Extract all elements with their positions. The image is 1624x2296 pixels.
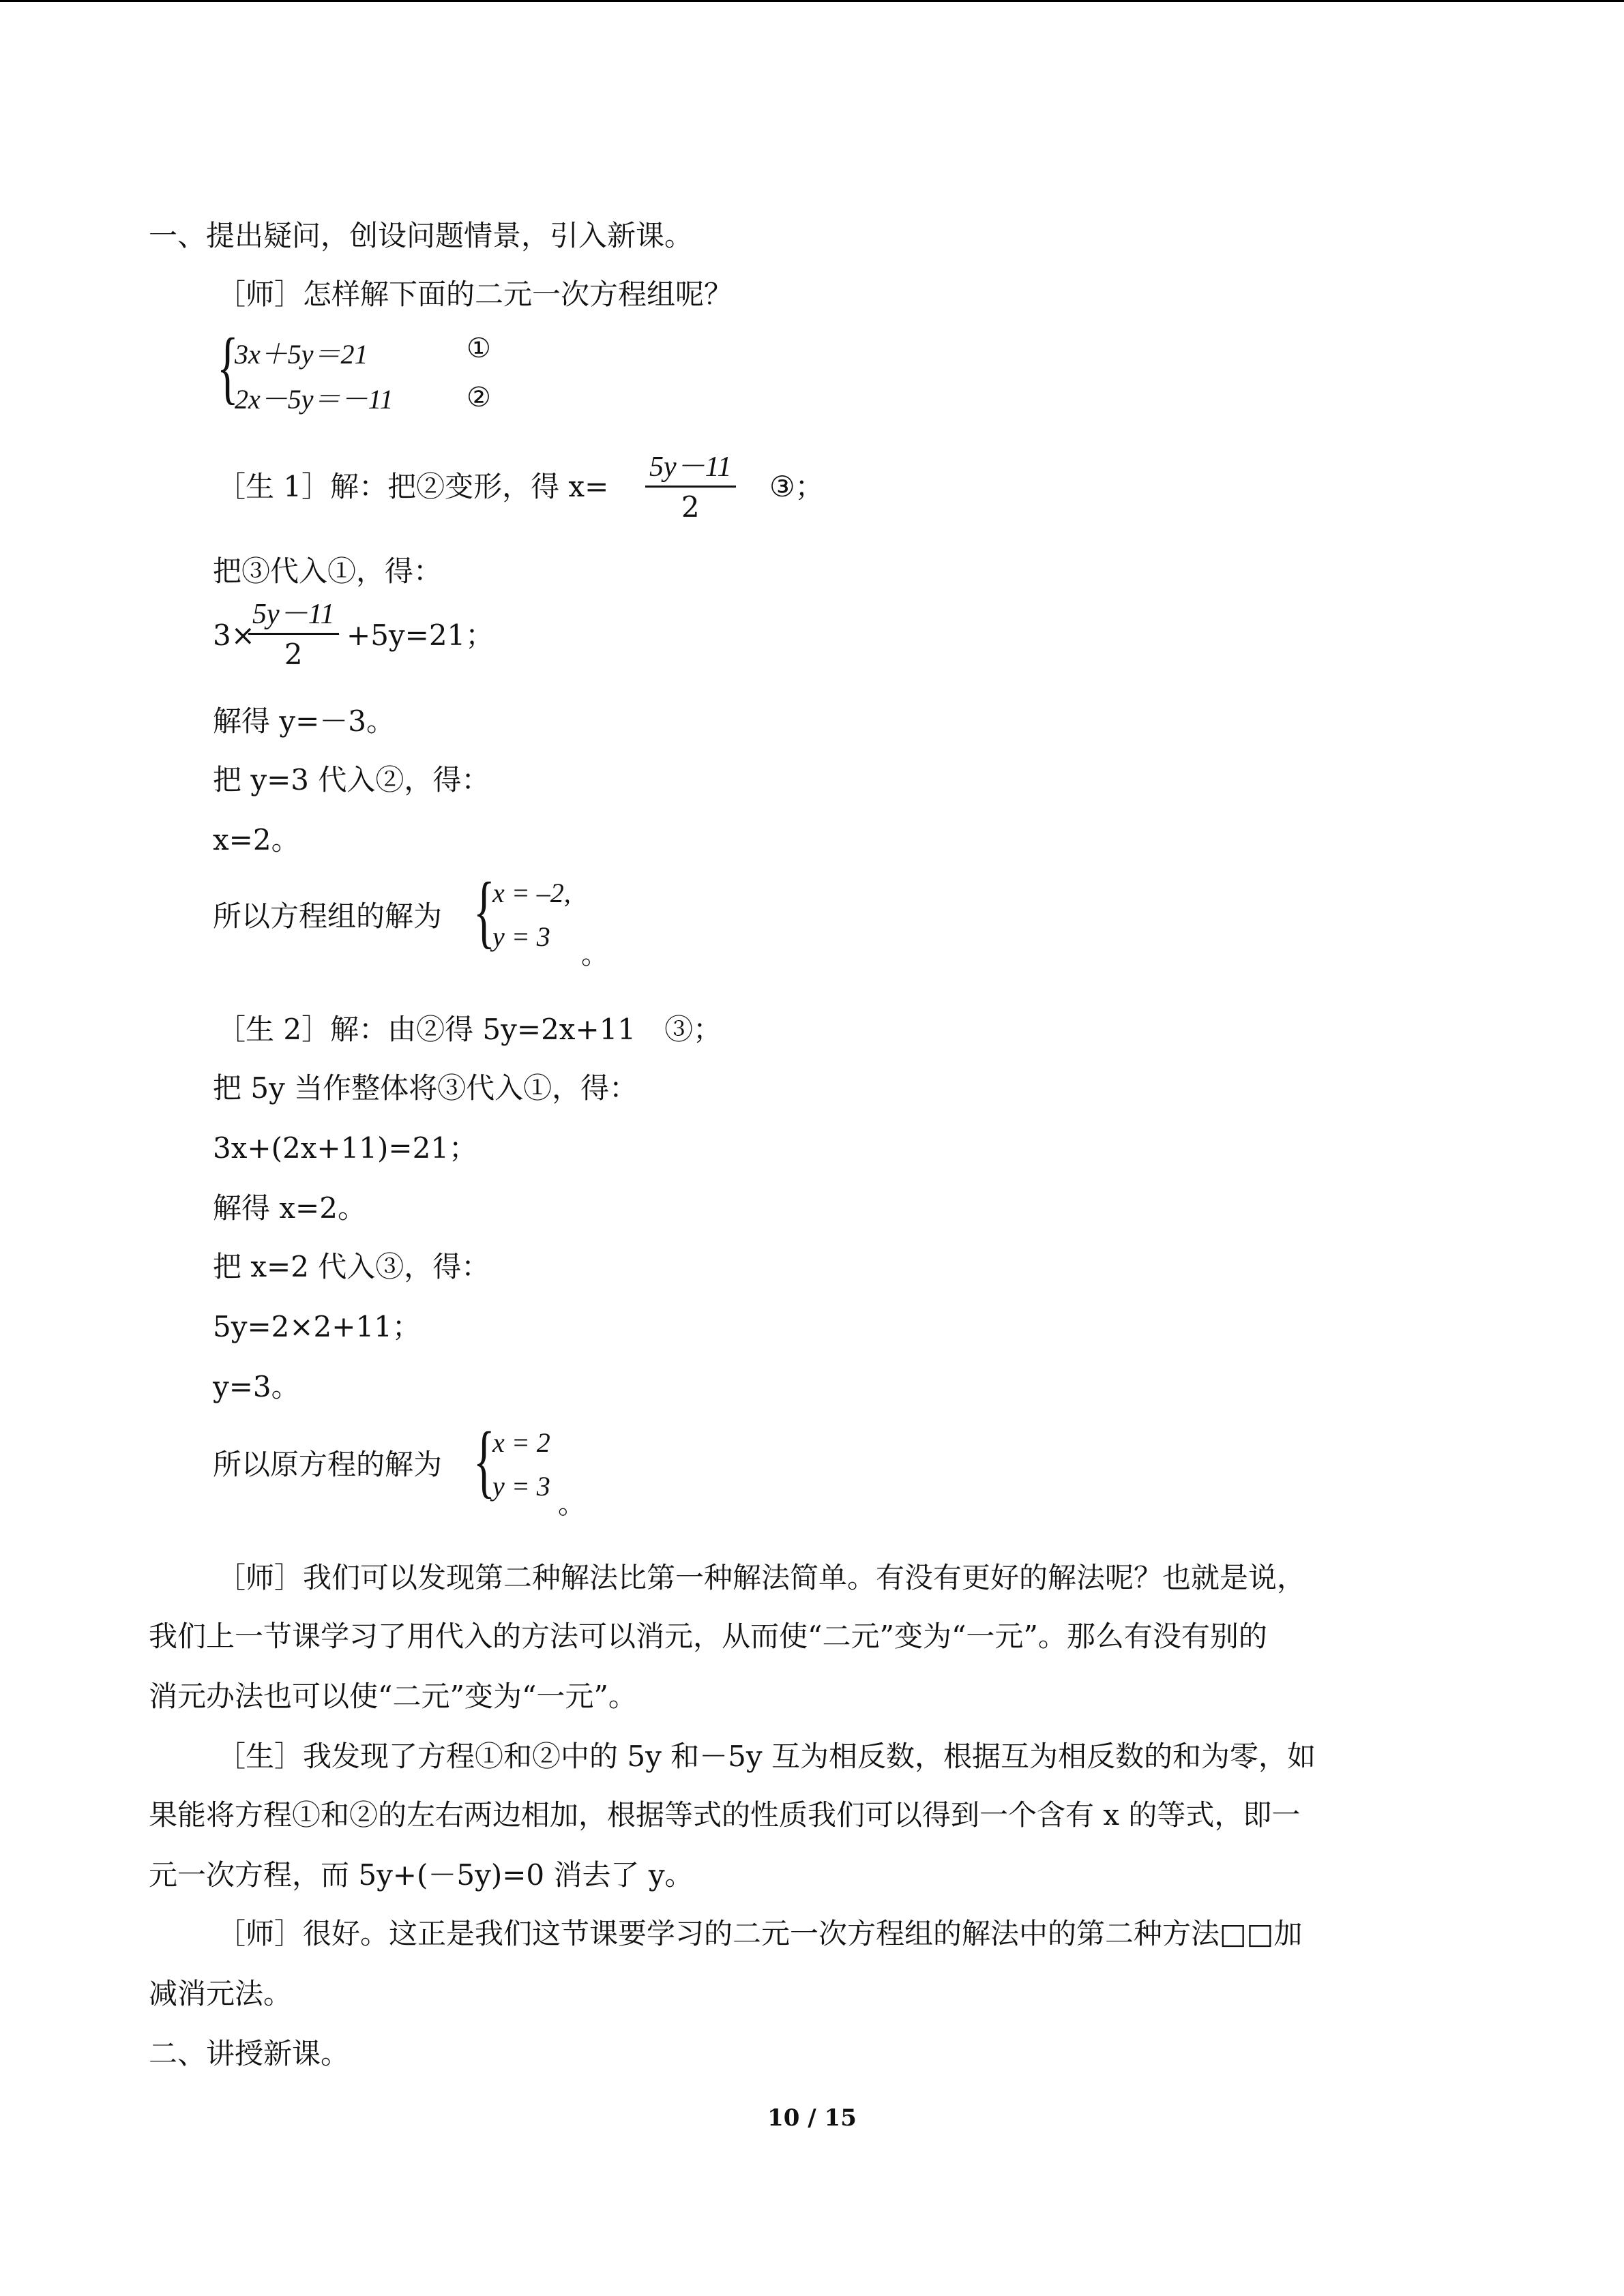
- student1-line6: x=2。: [213, 823, 300, 856]
- fraction-numerator: 5y－11: [645, 450, 736, 488]
- student2-line6: 5y=2×2+11；: [213, 1310, 421, 1343]
- teacher-paragraph-line1: ［师］我们可以发现第二种解法比第一种解法简单。有没有更好的解法呢？也就是说，: [217, 1561, 1306, 1594]
- student1-intro: ［生 1］解：把②变形，得 x=: [217, 470, 609, 503]
- brace-icon: {: [217, 321, 239, 412]
- teacher-paragraph-line3: 消元办法也可以使“二元”变为“一元”。: [149, 1680, 637, 1713]
- solution-y: y = 3: [492, 1471, 550, 1502]
- student2-line5: 把 x=2 代入③，得：: [213, 1250, 490, 1283]
- equation-2: 2x－5y＝－11: [235, 384, 394, 415]
- student2-line2: 把 5y 当作整体将③代入①，得：: [213, 1071, 638, 1105]
- student1-line7: 所以方程组的解为: [213, 899, 443, 933]
- solution-x: x = 2: [492, 1427, 550, 1458]
- solution-period: 。: [558, 1489, 585, 1520]
- page-top-border: [0, 0, 1624, 2]
- student1-tail: ③；: [769, 470, 824, 503]
- fraction-denominator: 2: [284, 638, 303, 671]
- student-paragraph-line2: 果能将方程①和②的左右两边相加，根据等式的性质我们可以得到一个含有 x 的等式，即一: [149, 1798, 1301, 1832]
- fraction-numerator: 5y－11: [248, 597, 339, 635]
- student2-line3: 3x+(2x+11)=21；: [213, 1131, 478, 1165]
- student2-line1: ［生 2］解：由②得 5y=2x+11 ③；: [217, 1013, 722, 1046]
- teacher-question: ［师］怎样解下面的二元一次方程组呢？: [217, 278, 733, 311]
- teacher-reply-line1: ［师］很好。这正是我们这节课要学习的二元一次方程组的解法中的第二种方法□□加: [217, 1917, 1303, 1950]
- equation-1: 3x＋5y＝21: [235, 339, 368, 370]
- brace-icon: {: [473, 1415, 495, 1506]
- student1-line2: 把③代入①，得：: [213, 554, 443, 588]
- section-heading-2: 二、讲授新课。: [149, 2037, 350, 2070]
- student1-fraction: [645, 450, 736, 524]
- student2-line4: 解得 x=2。: [213, 1191, 366, 1225]
- teacher-reply-line2: 减消元法。: [149, 1977, 293, 2010]
- solution-period: 。: [581, 939, 608, 970]
- student-paragraph-line1: ［生］我发现了方程①和②中的 5y 和－5y 互为相反数，根据互为相反数的和为零，如: [217, 1740, 1316, 1773]
- student-paragraph-line3: 元一次方程，而 5y+(－5y)=0 消去了 y。: [149, 1858, 694, 1892]
- solution-y: y = 3: [492, 921, 550, 952]
- equation-mark-2: ②: [467, 382, 491, 413]
- section-heading-1: 一、提出疑问，创设问题情景，引入新课。: [149, 219, 694, 252]
- student1-line3-pre: 3×: [213, 618, 255, 652]
- student1-line3-post: +5y=21；: [346, 618, 494, 652]
- page-number: 10 / 15: [767, 2104, 857, 2132]
- teacher-paragraph-line2: 我们上一节课学习了用代入的方法可以消元，从而使“二元”变为“一元”。那么有没有别的: [149, 1620, 1267, 1653]
- equation-mark-1: ①: [467, 333, 491, 364]
- brace-icon: {: [473, 865, 495, 956]
- student1-line4: 解得 y=－3。: [213, 704, 395, 738]
- solution-x: x = –2,: [492, 878, 571, 908]
- student1-line3-fraction: [248, 597, 339, 672]
- student2-line8: 所以原方程的解为: [213, 1448, 443, 1481]
- student2-line7: y=3。: [213, 1370, 300, 1403]
- student1-line5: 把 y=3 代入②，得：: [213, 763, 490, 796]
- fraction-denominator: 2: [681, 490, 700, 524]
